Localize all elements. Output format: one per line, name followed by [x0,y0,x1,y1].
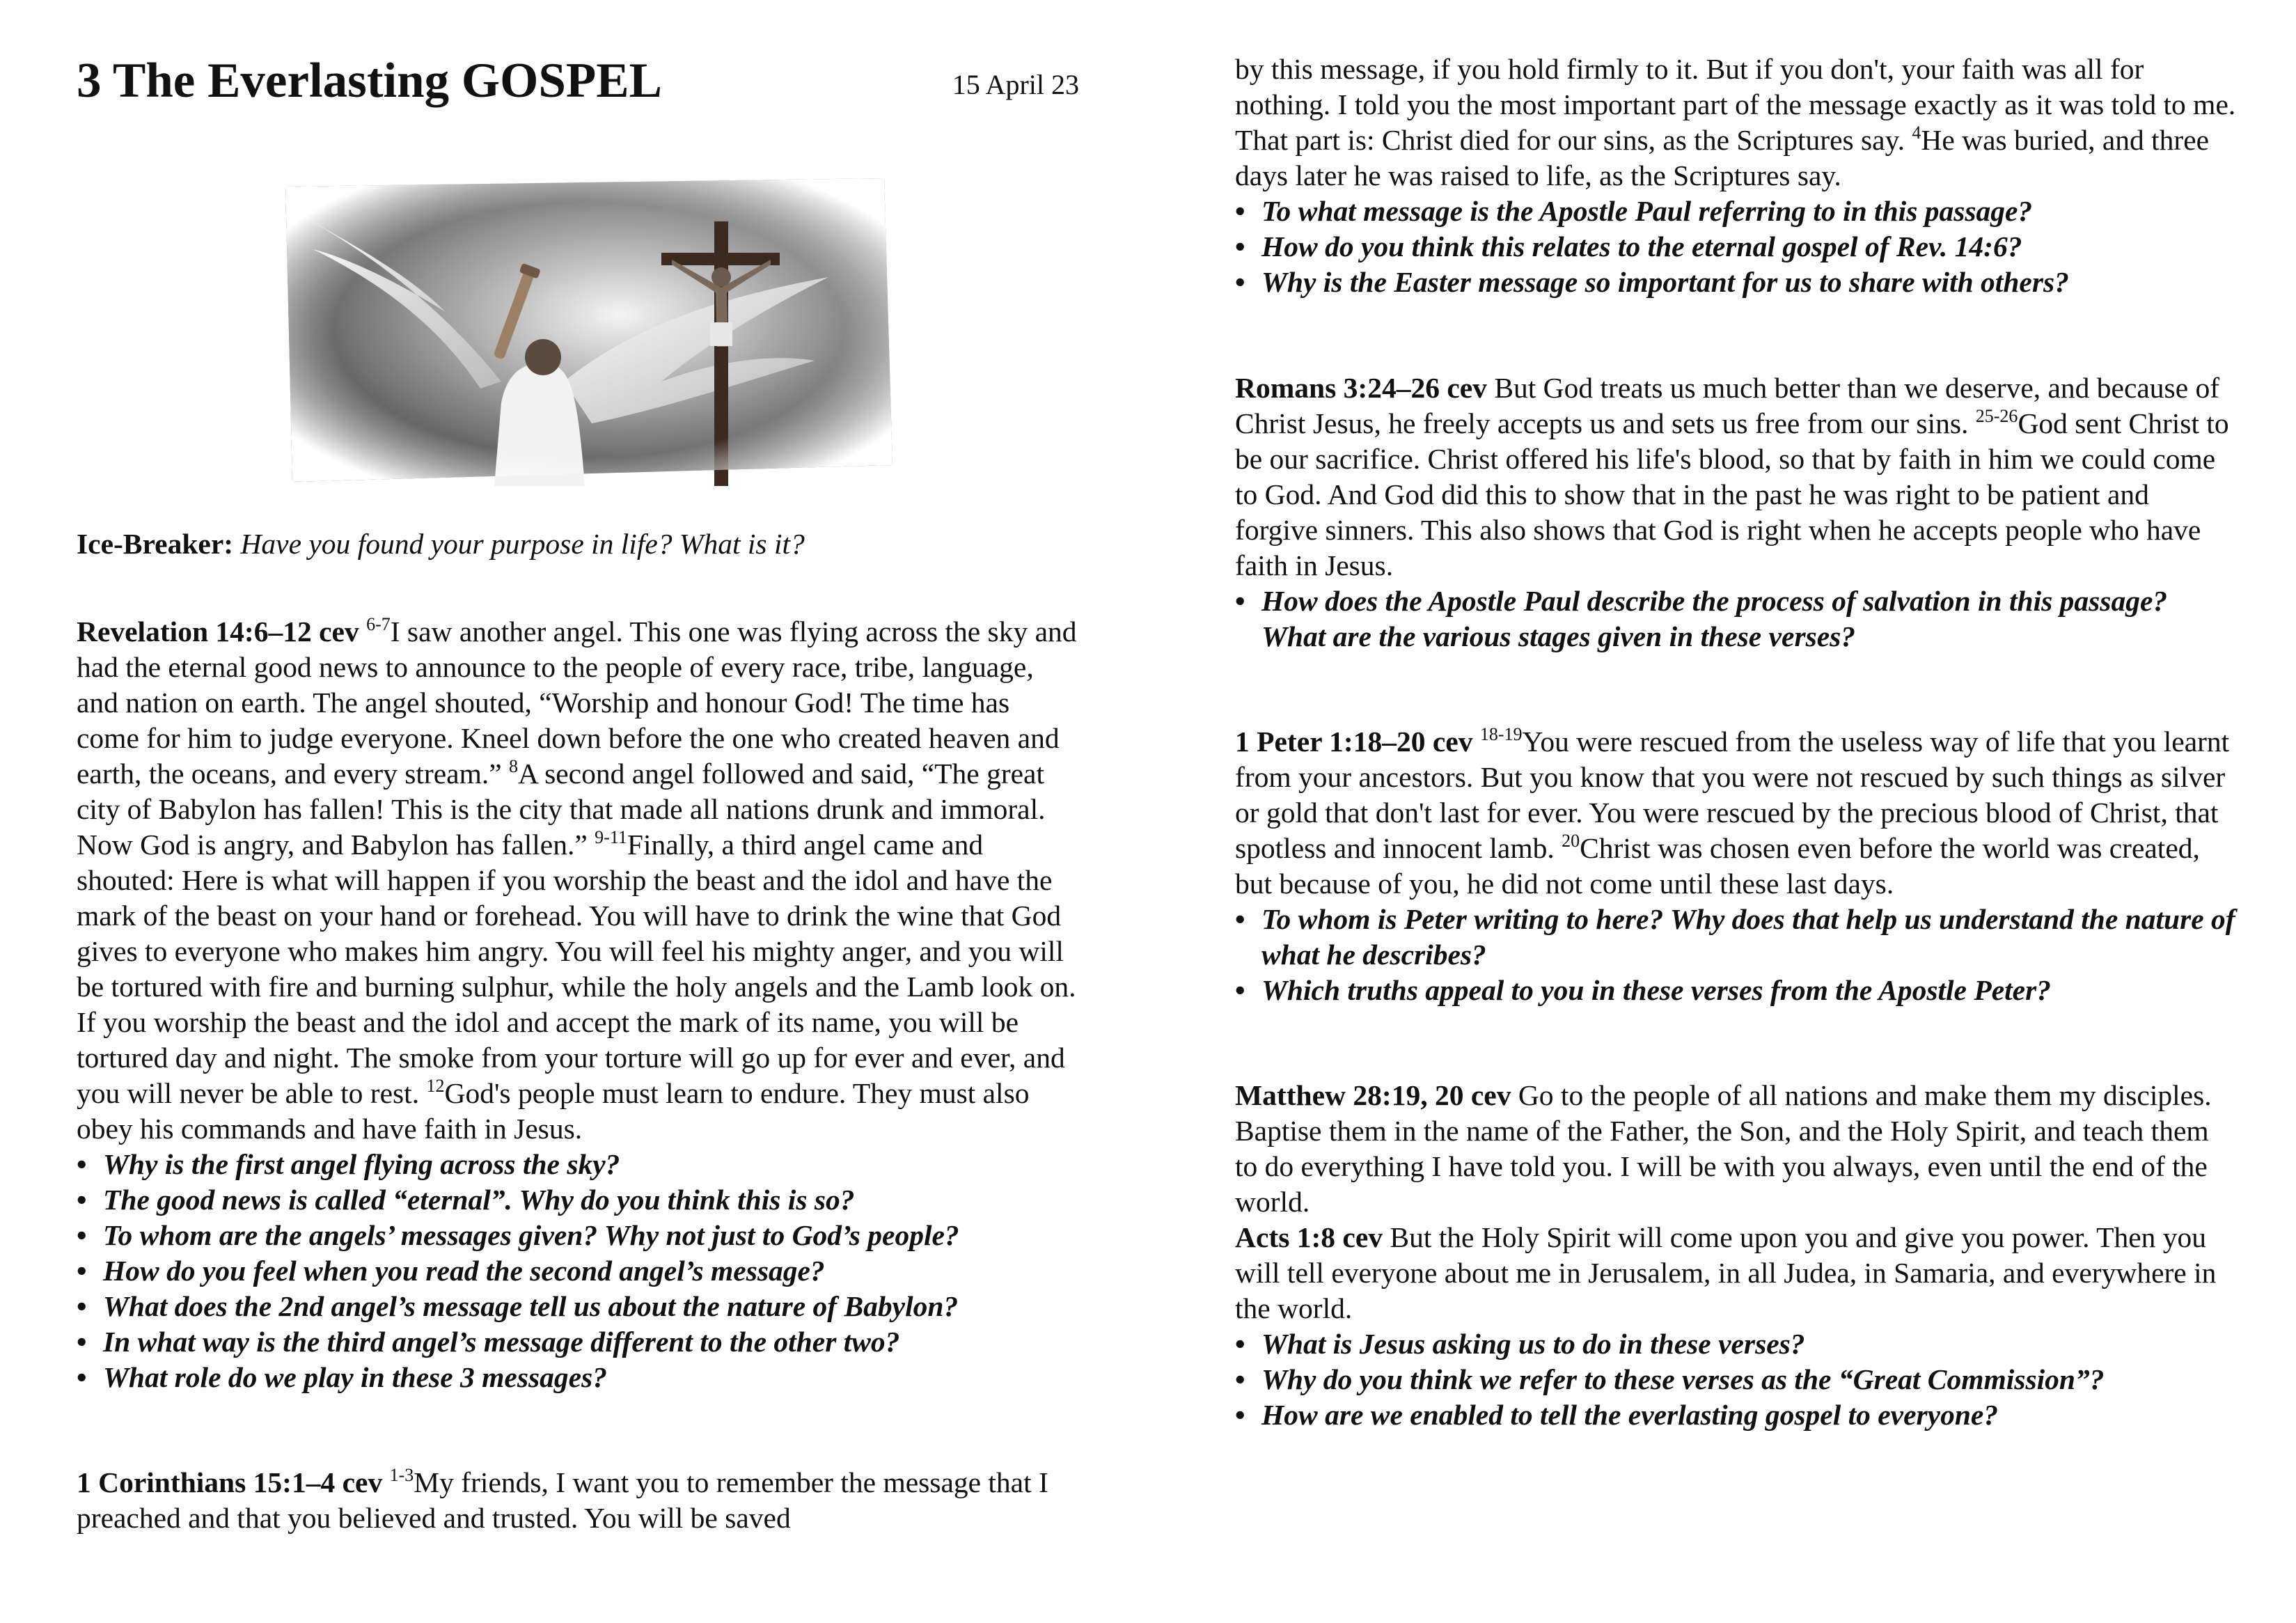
verse-text: He was buried, and three days later he was raised to life, as the Scriptures say. [1235,124,2210,191]
verse-text: God sent Christ to be our sacrifice. Christ offered his life's blood, so that by faith in him we could come to God. And God did this to show that in the past he was right to be patient and forgive sinners. This also shows that God is right when he accepts people who have faith in Jesus. [1235,407,2229,581]
verse-number: 1-3 [389,1465,414,1485]
revelation-section [77,614,1079,1395]
matthew-reference: Matthew 28:19, 20 cev [1235,1079,1511,1111]
left-column [77,0,1079,1536]
page-header [77,49,1079,113]
corinthians-questions [1235,194,2238,300]
question-item: • To whom is Peter writing to here? Why does that help us understand the nature of what he describes? [1235,902,2238,973]
icebreaker-question: Have you found your purpose in life? What is it? [240,528,805,560]
question-item: • How do you think this relates to the eternal gospel of Rev. 14:6? [1235,229,2238,265]
question-item: • What role do we play in these 3 messages? [77,1360,1079,1395]
romans-section [1235,370,2238,654]
page-date: 15 April 23 [952,69,1079,100]
romans-questions [1235,583,2238,654]
corinthians-reference: 1 Corinthians 15:1–4 cev [77,1466,383,1498]
verse-text: A second angel followed and said, “The great city of Babylon has fallen! This is the city that made all nations drunk and immoral. Now God is angry, and Babylon has fallen.” [77,758,1046,861]
acts-questions [1235,1326,2238,1433]
question-item: • What does the 2nd angel’s message tell us about the nature of Babylon? [77,1289,1079,1324]
question-item: • To whom are the angels’ messages given? Why not just to God’s people? [77,1218,1079,1253]
question-item: • How do you feel when you read the second angel’s message? [77,1253,1079,1289]
verse-text: Go to the people of all nations and make them my disciples. Baptise them in the name of the Father, the Son, and the Holy Spirit, and teach them to do everything I have told you. I will be with you always, even until the end of the world. [1235,1079,2212,1218]
question-item: • How are we enabled to tell the everlasting gospel to everyone? [1235,1397,2238,1433]
verse-number: 25-26 [1975,406,2018,426]
question-item: • Why do you think we refer to these verses as the “Great Commission”? [1235,1362,2238,1397]
verse-text: My friends, I want you to remember the message that I preached and that you believed and trusted. You will be saved [77,1466,1048,1534]
question-item: • Why is the first angel flying across the sky? [77,1147,1079,1182]
verse-text: You were rescued from the useless way of life that you learnt from your ancestors. But you know that you were not rescued by such things as silver or gold that don't last for ever. You were rescued by the precious blood of Christ, that spotless and innocent lamb. [1235,726,2230,864]
peter-section [1235,724,2238,1008]
verse-text: I saw another angel. This one was flying across the sky and had the eternal good news to announce to the people of every race, tribe, language, and nation on earth. The angel shouted, “Worship and honour God! The time has come for him to judge everyone. Kneel down before the one who created heaven and earth, the oceans, and every stream.” [77,616,1077,790]
verse-number: 20 [1562,831,1580,851]
question-item: • What is Jesus asking us to do in these verses? [1235,1326,2238,1362]
corinthians-passage-continued [1235,52,2238,194]
verse-text: But the Holy Spirit will come upon you and give you power. Then you will tell everyone about me in Jerusalem, in all Judea, in Samaria, and everywhere in the world. [1235,1221,2217,1324]
verse-number: 18-19 [1479,724,1523,744]
peter-reference: 1 Peter 1:18–20 cev [1235,726,1473,758]
acts-reference: Acts 1:8 cev [1235,1221,1383,1253]
revelation-passage [77,614,1079,1147]
verse-number: 4 [1912,123,1921,143]
romans-passage [1235,370,2238,583]
peter-passage [1235,724,2238,902]
verse-text: Finally, a third angel came and shouted: Here is what will happen if you worship the beast and the idol and have the mark of the beast on your hand or forehead. You will have to drink the wine that God gives to everyone who makes him angry. You will feel his mighty anger, and you will be tortured with fire and burning sulphur, while the holy angels and the Lamb look on. If you worship the beast and the idol and accept the mark of its name, you will be tortured day and night. The smoke from your torture will go up for ever and ever, and you will never be able to rest. [77,829,1076,1109]
corinthians-continued [1235,52,2238,300]
matthew-acts-section [1235,1078,2238,1433]
romans-reference: Romans 3:24–26 cev [1235,372,1487,404]
question-item: • In what way is the third angel’s message different to the other two? [77,1324,1079,1360]
verse-number: 8 [509,756,519,776]
revelation-reference: Revelation 14:6–12 cev [77,616,359,648]
verse-number: 9-11 [595,827,627,847]
corinthians-section [77,1465,1079,1536]
verse-text: by this message, if you hold firmly to it. But if you don't, your faith was all for nothing. I told you the most important part of the message exactly as it was told to me. That part is: Christ died for our sins, as the Scriptures say. [1235,53,2236,156]
question-item: • Which truths appeal to you in these verses from the Apostle Peter? [1235,973,2238,1008]
verse-text: Christ was chosen even before the world was created, but because of you, he did not come until these last days. [1235,832,2200,900]
icebreaker [77,526,1079,562]
question-item: • The good news is called “eternal”. Why do you think this is so? [77,1182,1079,1218]
question-item: • How does the Apostle Paul describe the process of salvation in this passage? What are the various stages given in these verses? [1235,583,2238,654]
peter-questions [1235,902,2238,1008]
verse-number: 12 [426,1076,445,1096]
matthew-passage [1235,1078,2238,1220]
question-item: • To what message is the Apostle Paul referring to in this passage? [1235,194,2238,229]
icebreaker-label: Ice-Breaker: [77,528,234,560]
corinthians-passage [77,1465,1079,1536]
verse-number: 6-7 [366,614,391,634]
right-column [1235,0,2238,1433]
verse-text: God's people must learn to endure. They must also obey his commands and have faith in Jesus. [77,1077,1030,1145]
question-item: • Why is the Easter message so important for us to share with others? [1235,265,2238,300]
verse-text: But God treats us much better than we deserve, and because of Christ Jesus, he freely accepts us and sets us free from our sins. [1235,372,2220,439]
acts-passage [1235,1220,2238,1326]
angel-cross-illustration [272,173,898,486]
page-title: 3 The Everlasting GOSPEL [77,54,662,108]
revelation-questions [77,1147,1079,1395]
